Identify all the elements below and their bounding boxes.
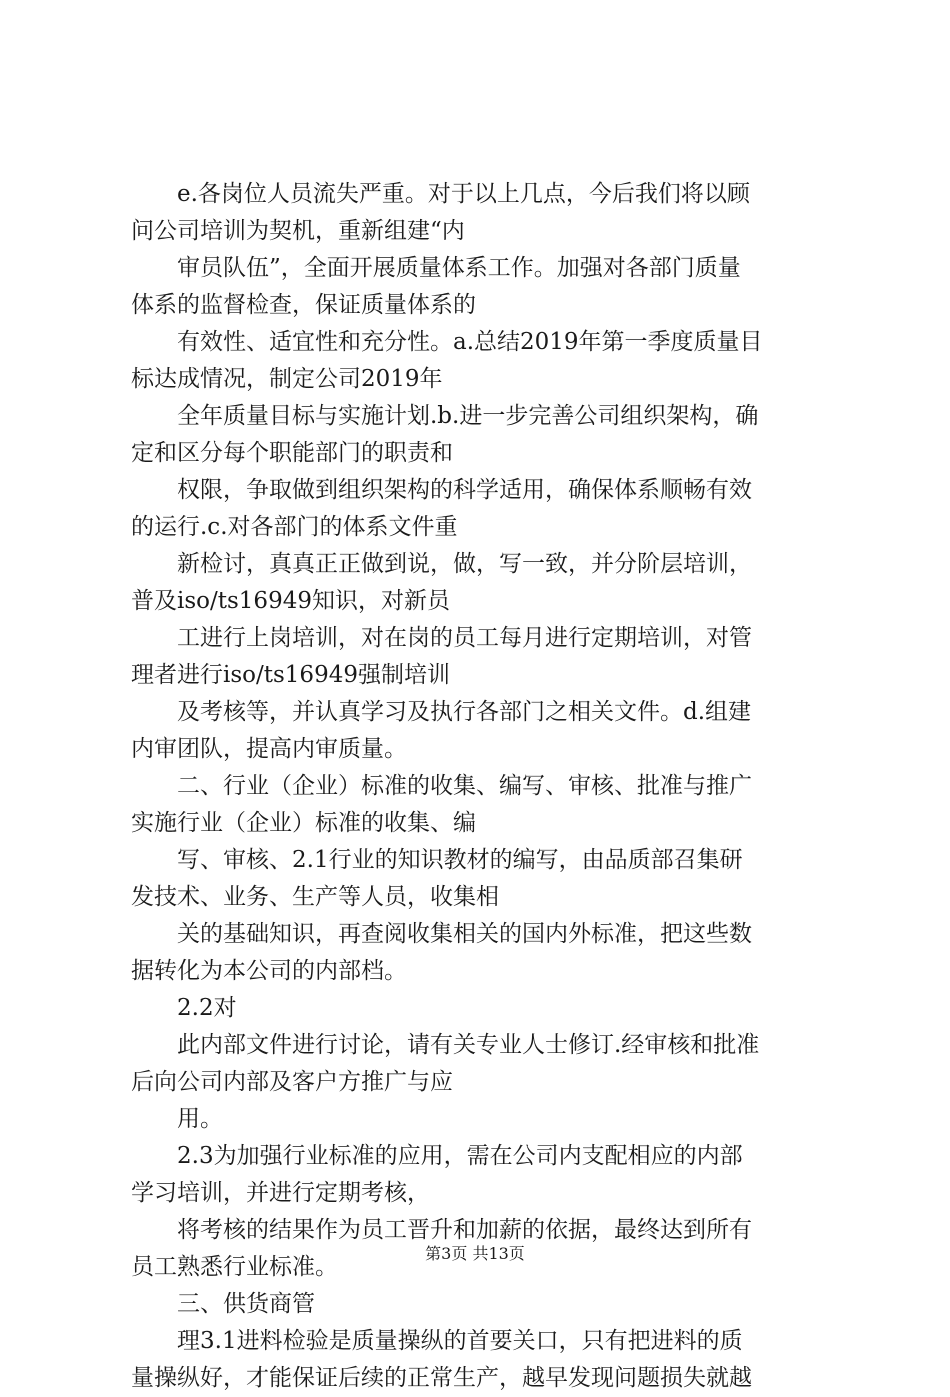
text-line: 写、审核、2.1行业的知识教材的编写，由品质部召集研 (177, 847, 743, 873)
text-line: 内审团队，提高内审质量。 (131, 736, 407, 762)
text-line: 三、供货商管 (177, 1291, 315, 1317)
text-line: 新检讨，真真正正做到说，做，写一致，并分阶层培训， (177, 551, 752, 577)
text-line: 关的基础知识，再查阅收集相关的国内外标准，把这些数 (177, 921, 752, 947)
text-line: 的运行.c.对各部门的体系文件重 (131, 514, 458, 540)
text-line: 2.3为加强行业标准的应用，需在公司内支配相应的内部 (177, 1143, 743, 1169)
text-line: e.各岗位人员流失严重。对于以上几点，今后我们将以顾 (177, 181, 750, 207)
text-line: 问公司培训为契机，重新组建“内 (131, 218, 465, 244)
text-line: 员工熟悉行业标准。 (131, 1254, 338, 1280)
text-line: 量操纵好，才能保证后续的正常生产，越早发现问题损失就越 (131, 1365, 752, 1391)
text-line: 后向公司内部及客户方推广与应 (131, 1069, 453, 1095)
text-line: 工进行上岗培训，对在岗的员工每月进行定期培训，对管 (177, 625, 752, 651)
text-line: 将考核的结果作为员工晋升和加薪的依据，最终达到所有 (177, 1217, 752, 1243)
text-line: 学习培训，并进行定期考核， (131, 1180, 430, 1206)
text-line: 此内部文件进行讨论，请有关专业人士修订.经审核和批准 (177, 1032, 760, 1058)
text-line: 据转化为本公司的内部档。 (131, 958, 407, 984)
text-line: 全年质量目标与实施计划.b.进一步完善公司组织架构，确 (177, 403, 759, 429)
text-line: 用。 (177, 1106, 223, 1132)
text-line: 理3.1进料检验是质量操纵的首要关口，只有把进料的质 (177, 1328, 743, 1354)
text-line: 有效性、适宜性和充分性。a.总结2019年第一季度质量目 (177, 329, 763, 355)
text-line: 体系的监督检查，保证质量体系的 (131, 292, 476, 318)
text-line: 审员队伍”，全面开展质量体系工作。加强对各部门质量 (177, 255, 741, 281)
text-line: 二、行业（企业）标准的收集、编写、审核、批准与推广 (177, 773, 752, 799)
text-line: 定和区分每个职能部门的职责和 (131, 440, 453, 466)
text-line: 权限，争取做到组织架构的科学适用，确保体系顺畅有效 (177, 477, 752, 503)
page-footer: 第3页 共13页 (425, 1244, 525, 1263)
text-line: 标达成情况，制定公司2019年 (131, 366, 443, 392)
text-line: 实施行业（企业）标准的收集、编 (131, 810, 476, 836)
text-line: 2.2对 (177, 995, 237, 1021)
document-body (131, 176, 831, 1397)
text-line: 发技术、业务、生产等人员，收集相 (131, 884, 499, 910)
text-line: 普及iso/ts16949知识，对新员 (131, 588, 450, 614)
text-line: 理者进行iso/ts16949强制培训 (131, 662, 450, 688)
text-line: 及考核等，并认真学习及执行各部门之相关文件。d.组建 (177, 699, 752, 725)
